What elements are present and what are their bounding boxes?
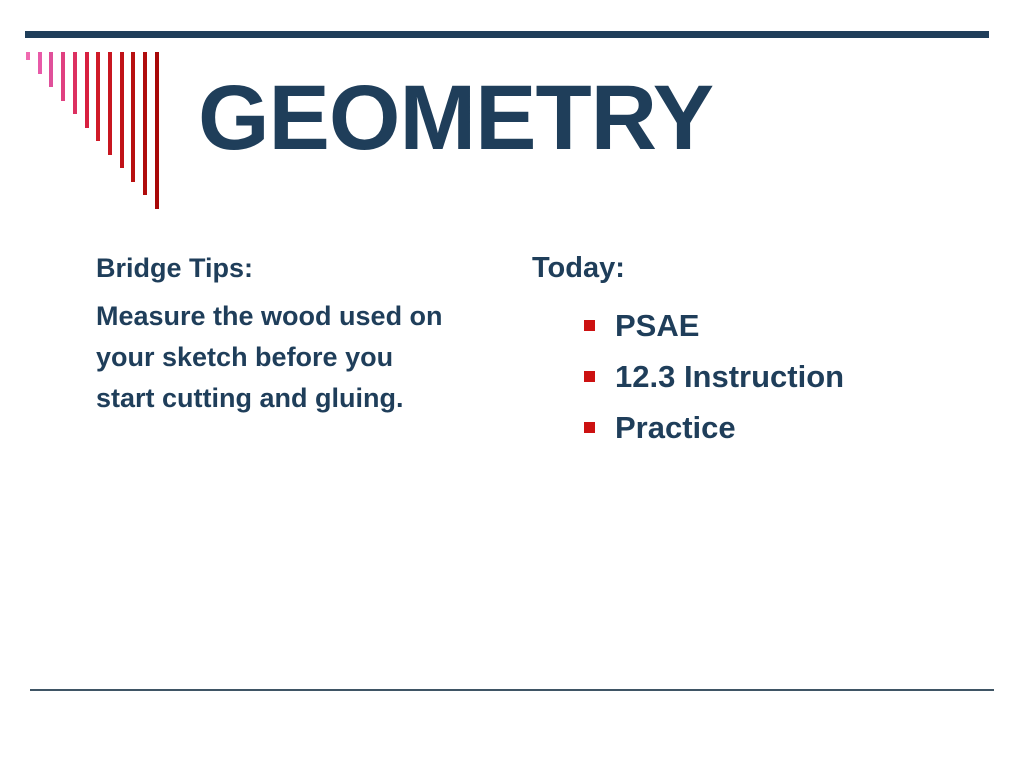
bullet-square-icon bbox=[584, 422, 595, 433]
stripe-bar bbox=[61, 52, 65, 101]
bridge-tips-body: Measure the wood used on your sketch before you start cutting and gluing. bbox=[96, 301, 443, 413]
stripe-bar bbox=[120, 52, 124, 168]
list-item bbox=[584, 351, 992, 402]
stripe-bar bbox=[85, 52, 89, 128]
bullet-square-icon bbox=[584, 371, 595, 382]
list-item bbox=[584, 300, 992, 351]
today-heading: Today: bbox=[532, 252, 625, 284]
stripe-bar bbox=[108, 52, 112, 155]
right-column bbox=[532, 252, 992, 453]
list-item bbox=[584, 402, 992, 453]
left-column bbox=[96, 252, 456, 419]
stripe-bar bbox=[73, 52, 77, 114]
bridge-tips-heading: Bridge Tips: bbox=[96, 253, 254, 283]
stripe-bar bbox=[49, 52, 53, 87]
list-item-label: 12.3 Instruction bbox=[615, 358, 845, 394]
slide-title: GEOMETRY bbox=[198, 67, 714, 169]
stripe-bar bbox=[155, 52, 159, 209]
bullet-square-icon bbox=[584, 320, 595, 331]
list-item-label: Practice bbox=[615, 409, 736, 445]
today-list bbox=[532, 300, 992, 453]
decorative-stripes bbox=[0, 0, 180, 210]
stripe-bar bbox=[96, 52, 100, 141]
bottom-divider bbox=[30, 689, 994, 691]
stripe-bar bbox=[26, 52, 30, 60]
stripe-bar bbox=[131, 52, 135, 182]
stripe-bar bbox=[143, 52, 147, 195]
stripe-bar bbox=[38, 52, 42, 74]
list-item-label: PSAE bbox=[615, 307, 700, 343]
